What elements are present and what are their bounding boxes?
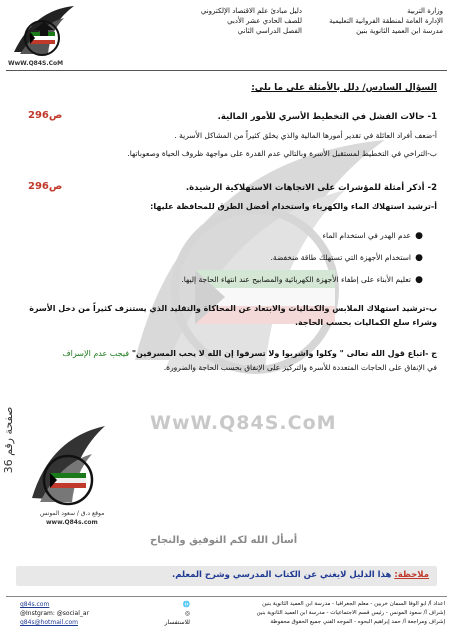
bullet-item	[81, 252, 423, 264]
note-label: ملاحظة:	[394, 570, 429, 580]
badge-text: موقع د.ق / سعود المونس	[40, 510, 105, 517]
answer-2c	[22, 347, 437, 361]
footer-email-link[interactable]: q84s@hotmail.com	[20, 619, 78, 626]
page-ref-2: ص296	[28, 181, 63, 192]
web-icon: 🌐	[182, 601, 190, 608]
grade-label: للصف الحادي عشر الأدبي	[227, 17, 302, 25]
answer-1b: ب-التراخي في التخطيط لمستقبل الأسرة وبالتالي عدم القدرة على مواجهة ظروف الحياة وصعوباتها.	[127, 149, 437, 158]
footer-contacts	[20, 600, 190, 627]
footer-consult-label: للاستفسار	[164, 619, 190, 626]
question-1: 1- حالات الفشل في التخطيط الأسري للأمور المالية.	[217, 112, 437, 122]
footer-site-link[interactable]: q84s.com	[20, 601, 50, 608]
bullet-text: استخدام الأجهزة التي تستهلك طاقة منخفضة.	[270, 253, 411, 262]
question-title: السؤال السادس/ دلل بالأمثلة على ما يلي:	[251, 83, 437, 93]
answer-2c-line2: في الإنفاق على الحاجات المتعددة للأسرة والتركيز على الإنفاق بحسب الحاجة والضرورة.	[163, 363, 437, 372]
header-ministry-block	[293, 6, 443, 36]
answer-1a: أ-ضعف أفراد العائلة في تقدير أمورها المالية والذي يخلق كثيراً من المشاكل الأسرية .	[174, 131, 437, 140]
logo-site-text: WwW.Q84S.CoM	[8, 60, 64, 67]
answer-2a-title: أ-ترشيد استهلاك الماء والكهرباء واستخدام أفضل الطرق للمحافظة عليها:	[150, 202, 437, 211]
note-text: هذا الدليل لايغني عن الكتاب المدرسي وشرح المعلم.	[171, 570, 395, 580]
bullet-item	[81, 230, 423, 242]
answer-2c-quote: ج -اتباع قول الله تعالى " وكلوا واشربوا ولا تسرفوا إن الله لا يحب المسرفين"	[129, 349, 437, 358]
page-number-vertical	[2, 395, 22, 485]
note-box	[16, 566, 437, 586]
watermark-site-text: WwW.Q84S.CoM	[150, 412, 337, 434]
prayer-text: أسأل الله لكم التوفيق والنجاح	[150, 535, 298, 546]
instagram-handle[interactable]: @social_ar	[56, 610, 90, 617]
note-content	[172, 570, 429, 580]
credit-line: اعداد أ/ ابو الوفا السمان خربين - معلم الجغرافيا - مدرسة ابن العميد الثانوية بنين	[262, 601, 445, 607]
instagram-label: @Instgram:	[20, 610, 55, 617]
bullet-text: تعليم الأبناء على إطفاء الأجهزة الكهربائية والمصابيح عند انتهاء الحاجة إليها.	[181, 275, 411, 284]
page-number-text: صفحة رقم 36	[2, 406, 15, 474]
header-guide-block	[182, 6, 302, 36]
guide-title: دليل مبادئ علم الاقتصاد الإلكتروني	[200, 7, 302, 15]
bullet-icon: ●	[415, 253, 423, 263]
instagram-icon: ◎	[184, 610, 190, 617]
watermark-logo-icon	[95, 120, 415, 420]
page-ref-1: ص296	[28, 110, 63, 121]
district-name: الإدارة العامة لمنطقة الفروانية التعليمية	[329, 17, 443, 25]
answer-2c-suffix: فيجب عدم الإسراف	[62, 349, 130, 358]
bullet-icon: ●	[415, 231, 423, 241]
answer-2b: ب-ترشيد استهلاك الملابس والكماليات والابتعاد عن المحاكاة والتقليد الذي يستنزف كثيراً من دخل الأسرة وشراء سلع الكماليات بحسب الحاجة.	[29, 304, 437, 327]
question-2: 2- أذكر أمثلة للمؤشرات على الاتجاهات الاستهلاكية الرشيدة.	[185, 183, 437, 193]
bullet-icon: ●	[415, 275, 423, 285]
school-name: مدرسة ابن العميد الثانوية بنين	[356, 27, 443, 35]
ministry-name: وزارة التربية	[407, 7, 443, 15]
footer-divider	[6, 596, 447, 597]
credit-line: إشراف ومراجعة أ/ حمد إبراهيم البحوه - الموجه الفني جميع الحقوق محفوظة	[270, 619, 445, 625]
bullet-item	[81, 274, 423, 286]
bullet-text: عدم الهدر في استخدام الماء	[322, 231, 411, 240]
credit-line: إشراف أ/ سعود المونس - رئيس قسم الاجتماعيات - مدرسة ابن العميد الثانوية بنين	[256, 610, 445, 616]
semester-label: الفصل الدراسي الثاني	[237, 27, 302, 35]
header-divider	[6, 70, 447, 71]
badge-site-text: www.Q84s.com	[46, 519, 98, 526]
footer-credits	[200, 600, 445, 627]
